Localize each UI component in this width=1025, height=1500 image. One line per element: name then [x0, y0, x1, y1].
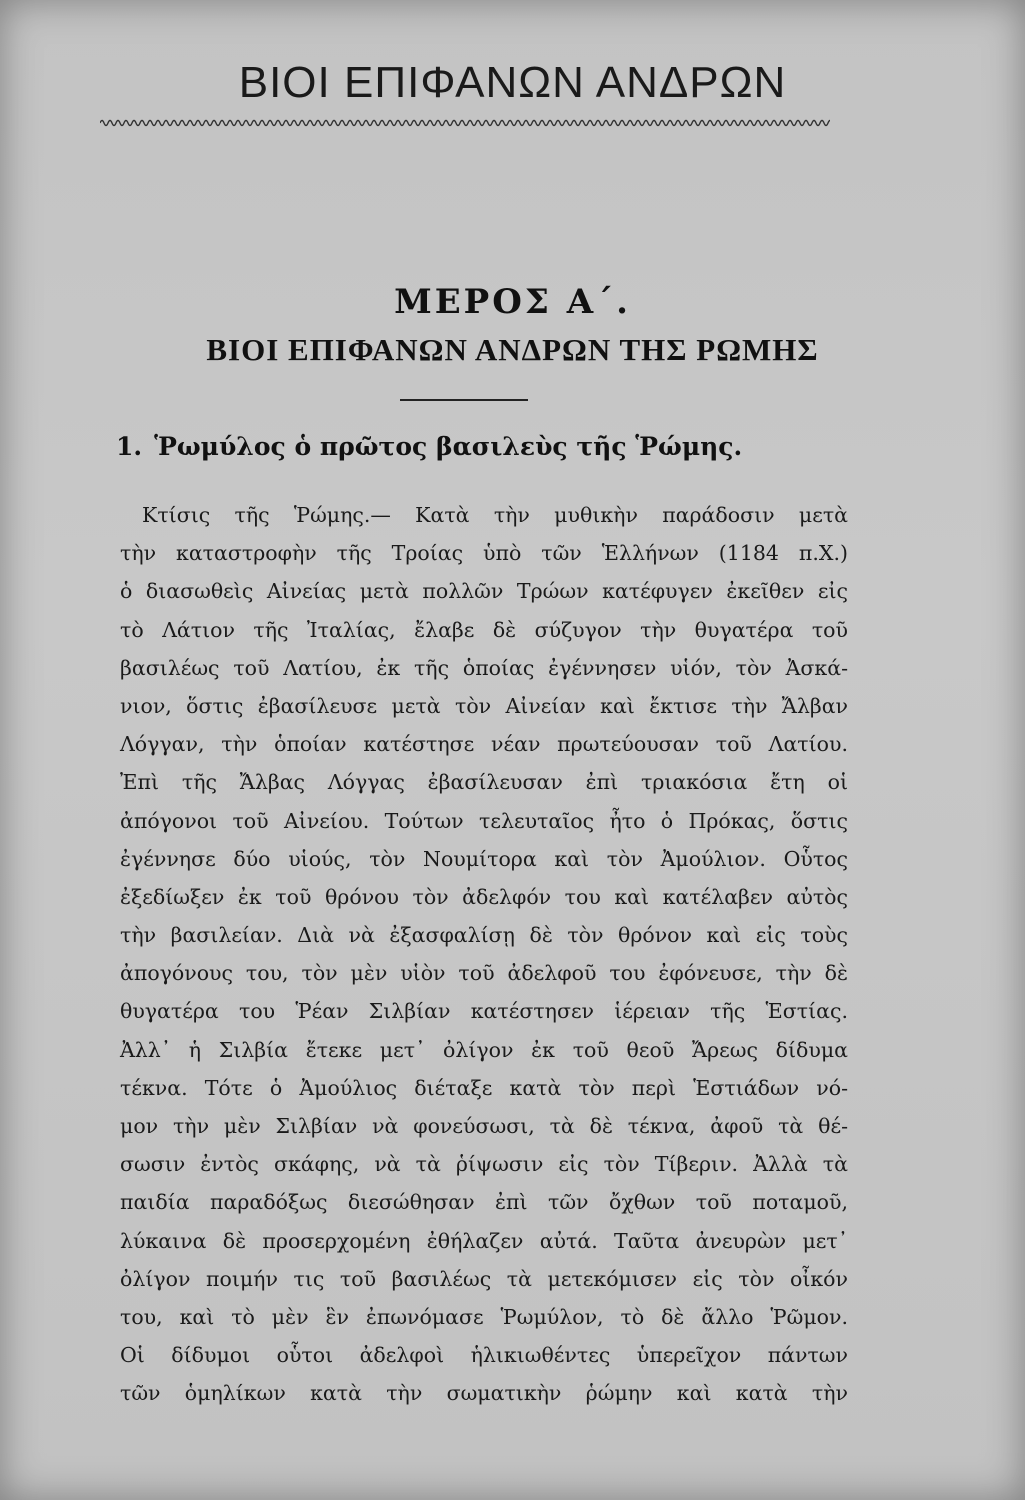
- text-line: λύκαινα δὲ προσερχομένη ἐθήλαζεν αὐτά. Ταῦτα ἀνευρὼν μετ᾽: [120, 1228, 848, 1253]
- text-line: Ἐπὶ τῆς Ἄλβας Λόγγας ἐβασίλευσαν ἐπὶ τριακόσια ἔτη οἱ: [120, 770, 848, 795]
- part-title: ΜΕΡΟΣ Α΄.: [394, 282, 631, 322]
- text-line: τὴν βασιλείαν. Διὰ νὰ ἐξασφαλίσῃ δὲ τὸν θρόνον καὶ εἰς τοὺς: [120, 923, 848, 948]
- text-line: Κτίσις τῆς Ῥώμης.— Κατὰ τὴν μυθικὴν παράδοσιν μετὰ: [142, 503, 848, 527]
- text-line: θυγατέρα του Ῥέαν Σιλβίαν κατέστησεν ἱέρειαν τῆς Ἑστίας.: [120, 999, 848, 1024]
- text-line: ἐξεδίωξεν ἐκ τοῦ θρόνου τὸν ἀδελφόν του καὶ κατέλαβεν αὐτὸς: [120, 884, 848, 909]
- text-line: μον τὴν μὲν Σιλβίαν νὰ φονεύσωσι, τὰ δὲ τέκνα, ἀφοῦ τὰ θέ-: [120, 1114, 848, 1138]
- text-line: τὴν καταστροφὴν τῆς Τροίας ὑπὸ τῶν Ἑλλήνων (1184 π.Χ.): [120, 541, 848, 566]
- text-line: νιον, ὅστις ἐβασίλευσε μετὰ τὸν Αἰνείαν καὶ ἔκτισε τὴν Ἄλβαν: [120, 693, 848, 718]
- chapter-heading: [116, 432, 876, 461]
- section-divider: [400, 399, 528, 401]
- chapter-title: Ῥωμύλος ὁ πρῶτος βασιλεὺς τῆς Ῥώμης.: [154, 432, 743, 461]
- text-line: ὀλίγον ποιμήν τις τοῦ βασιλέως τὰ μετεκόμισεν εἰς τὸν οἶκόν: [120, 1266, 848, 1291]
- text-line: ἀπογόνους του, τὸν μὲν υἱὸν τοῦ ἀδελφοῦ του ἐφόνευσε, τὴν δὲ: [120, 961, 848, 986]
- running-title: ΒΙΟΙ ΕΠΙΦΑΝΩΝ ΑΝΔΡΩΝ: [238, 58, 787, 107]
- text-line: τὸ Λάτιον τῆς Ἰταλίας, ἔλαβε δὲ σύζυγον τὴν θυγατέρα τοῦ: [120, 617, 848, 642]
- wavy-rule: [100, 116, 830, 130]
- text-line: ἐγέννησε δύο υἱούς, τὸν Νουμίτορα καὶ τὸν Ἀμούλιον. Οὗτος: [120, 846, 848, 871]
- text-line: Λόγγαν, τὴν ὁποίαν κατέστησε νέαν πρωτεύουσαν τοῦ Λατίου.: [120, 732, 848, 757]
- text-line: ἀπόγονοι τοῦ Αἰνείου. Τούτων τελευταῖος ἦτο ὁ Πρόκας, ὅστις: [120, 808, 848, 833]
- text-line: Ἀλλ᾽ ἡ Σιλβία ἔτεκε μετ᾽ ὀλίγον ἐκ τοῦ θεοῦ Ἄρεως δίδυμα: [120, 1037, 848, 1062]
- text-line: παιδία παραδόξως διεσώθησαν ἐπὶ τῶν ὄχθων τοῦ ποταμοῦ,: [120, 1190, 848, 1215]
- text-line: Οἱ δίδυμοι οὗτοι ἀδελφοὶ ἡλικιωθέντες ὑπερεῖχον πάντων: [120, 1343, 848, 1368]
- text-line: τέκνα. Τότε ὁ Ἀμούλιος διέταξε κατὰ τὸν περὶ Ἑστιάδων νό-: [120, 1075, 848, 1100]
- text-line: του, καὶ τὸ μὲν ἓν ἐπωνόμασε Ῥωμύλον, τὸ δὲ ἄλλο Ῥῶμον.: [120, 1304, 848, 1329]
- text-line: τῶν ὁμηλίκων κατὰ τὴν σωματικὴν ῥώμην καὶ κατὰ τὴν: [120, 1381, 848, 1406]
- text-line: ὁ διασωθεὶς Αἰνείας μετὰ πολλῶν Τρώων κατέφυγεν ἐκεῖθεν εἰς: [120, 579, 848, 604]
- chapter-number: 1.: [116, 432, 143, 461]
- part-subtitle: ΒΙΟΙ ΕΠΙΦΑΝΩΝ ΑΝΔΡΩΝ ΤΗΣ ΡΩΜΗΣ: [206, 332, 819, 367]
- text-line: βασιλέως τοῦ Λατίου, ἐκ τῆς ὁποίας ἐγέννησεν υἱόν, τὸν Ἀσκά-: [120, 655, 848, 680]
- text-line: σωσιν ἐντὸς σκάφης, νὰ τὰ ῥίψωσιν εἰς τὸν Τίβεριν. Ἀλλὰ τὰ: [120, 1152, 848, 1177]
- body-text: [120, 496, 848, 1413]
